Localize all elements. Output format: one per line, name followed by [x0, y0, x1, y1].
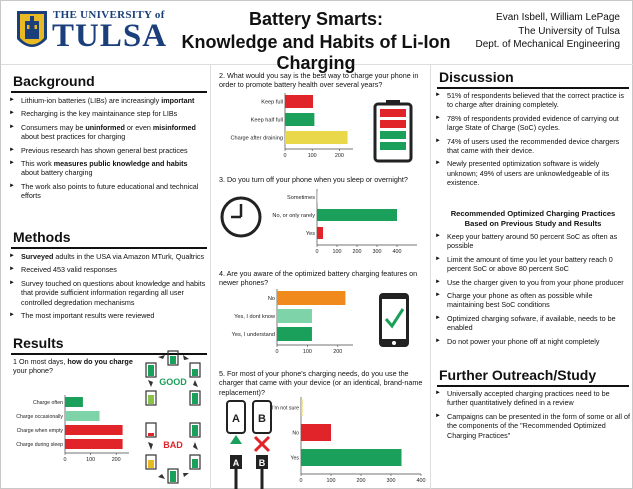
phone-check-icon: [377, 291, 411, 349]
q2-question: 2. What would you say is the best way to charge your phone in order to promote battery health over several years?: [219, 71, 419, 90]
methods-item: ► The most important results were reviewed: [9, 311, 207, 320]
q3-bar: [317, 209, 397, 221]
background-item: ► Consumers may be uninformed or even misinformed about best practices for charging: [9, 123, 207, 142]
q4-bar: [277, 291, 345, 305]
plug-b-label: B: [258, 458, 266, 468]
recommended-item: ► Do not power your phone off at night completely: [435, 337, 631, 346]
q2-bar: [285, 95, 313, 108]
q4-tick-label: 200: [333, 349, 343, 355]
q4-category-label: No: [267, 296, 275, 302]
logo-tulsa-line: TULSA: [52, 18, 168, 54]
q1-bar: [65, 411, 100, 421]
q3-tick-label: 400: [392, 249, 402, 255]
q5-bar: [301, 449, 402, 466]
q1-category-label: Charge when empty: [16, 427, 63, 434]
background-rule: [11, 91, 207, 93]
poster-title: Battery Smarts:: [248, 9, 384, 29]
q1-tick-label: 100: [86, 457, 96, 463]
q5-question: 5. For most of your phone's charging needs, do you use the charger that came with your device (or an identical, brand-name replacement)?: [219, 369, 423, 397]
left-column: [1, 65, 211, 489]
poster-subtitle: Knowledge and Habits of Li-Ion Charging: [181, 32, 451, 73]
outreach-rule: [437, 385, 629, 387]
q1-chart: [3, 389, 139, 489]
q3-chart: [261, 187, 429, 261]
q5-tick-label: 200: [356, 478, 366, 484]
q4-chart: [213, 287, 363, 365]
outreach-item: ► Universally accepted charging practices need to be further quantitatively defined in a review: [435, 389, 631, 408]
q5-tick-label: 300: [386, 478, 396, 484]
q4-tick-label: 100: [302, 349, 312, 355]
recommended-title-line1: Recommended Optimized Charging Practices: [450, 209, 616, 218]
good-label: GOOD: [159, 377, 187, 387]
methods-title: Methods: [13, 229, 71, 245]
authors-department: Dept. of Mechanical Engineering: [475, 39, 620, 50]
q4-category-label: Yes, I understand: [231, 332, 275, 338]
q2-category-label: Charge after draining: [230, 135, 283, 142]
q3-tick-label: 300: [372, 249, 382, 255]
q3-question: 3. Do you turn off your phone when you sleep or overnight?: [219, 175, 408, 184]
methods-item: ► Survey touched on questions about knowledge and habits that provide sufficient information regarding all user controlled degredation mechanisms: [9, 279, 207, 307]
q1-tick-label: 0: [63, 457, 67, 463]
battery-cycle-illustration: [138, 347, 210, 487]
discussion-item: ► 51% of respondents believed that the correct practice is to charge after draining completely.: [435, 91, 631, 110]
header: [1, 1, 633, 73]
results-title: Results: [13, 335, 64, 351]
bad-label: BAD: [163, 440, 183, 450]
q5-bar: [301, 399, 303, 416]
background-item: ► This work measures public knowledge and habits about battery charging: [9, 159, 207, 178]
battery-level-icon: [373, 99, 413, 163]
q4-bar: [277, 327, 312, 341]
clock-icon: [219, 195, 263, 239]
q1-category-label: Charge during sleep: [16, 441, 63, 448]
q4-category-label: Yes, I dont know: [234, 314, 275, 320]
outreach-list: [435, 389, 631, 444]
background-item: ► Previous research has shown general best practices: [9, 146, 207, 155]
university-seal-icon: [15, 9, 49, 55]
q5-chart: [267, 395, 429, 487]
recommended-item: ► Optimized charging sofware, if available, needs to be enabled: [435, 314, 631, 333]
q2-chart: [213, 91, 363, 177]
q1-bar: [65, 439, 123, 449]
discussion-item: ► Newly presented optimization software is widely unknown; 49% of users are unknowledgeable of its existence.: [435, 159, 631, 187]
q5-category-label: Yes: [290, 455, 299, 462]
recommended-title-line2: Based on Previous Study and Results: [464, 219, 602, 228]
q2-tick-label: 100: [307, 153, 317, 159]
methods-item: ► Received 453 valid responses: [9, 265, 207, 274]
outreach-title: Further Outreach/Study: [439, 367, 597, 383]
methods-rule: [11, 247, 207, 249]
q3-tick-label: 200: [352, 249, 362, 255]
q1-bar: [65, 425, 123, 435]
q1-category-label: Charge occasionally: [16, 413, 63, 420]
middle-column: [211, 65, 431, 489]
q2-category-label: Keep half full: [250, 117, 283, 124]
authors-block: [475, 11, 620, 52]
background-item: ► Recharging is the key maintainance step for LIBs: [9, 109, 207, 118]
q2-tick-label: 200: [334, 153, 344, 159]
recommended-item: ► Use the charger given to you from your phone producer: [435, 278, 631, 287]
authors-names: Evan Isbell, William LePage: [496, 12, 620, 23]
logo-university-line: THE UNIVERSITY of: [53, 9, 165, 21]
discussion-item: ► 74% of users used the recommended device chargers that came with their device.: [435, 137, 631, 156]
q5-tick-label: 400: [416, 478, 426, 484]
q2-bar: [285, 131, 348, 144]
authors-university: The University of Tulsa: [518, 25, 620, 37]
q3-tick-label: 100: [332, 249, 342, 255]
q1-tick-label: 200: [111, 457, 121, 463]
q3-category-label: Sometimes: [287, 195, 315, 201]
q3-bar: [317, 191, 318, 203]
q5-category-label: No: [292, 430, 299, 437]
background-list: [9, 96, 207, 205]
q5-tick-label: 100: [326, 478, 336, 484]
recommended-title: [435, 209, 631, 229]
background-item: ► Lithium-ion batteries (LIBs) are increasingly important: [9, 96, 207, 105]
outreach-item: ► Campaigns can be presented in the form of some or all of the components of the "Recommended Optimized Charging Practices": [435, 412, 631, 440]
q1-bar: [65, 397, 83, 407]
q3-bar: [317, 227, 323, 239]
q2-tick-label: 0: [283, 153, 287, 159]
q5-category-label: I'm not sure: [272, 405, 299, 412]
recommended-item: ► Keep your battery around 50 percent SoC as often as possible: [435, 232, 631, 251]
background-title: Background: [13, 73, 95, 89]
charger-a-label: A: [232, 413, 240, 425]
q1-category-label: Charge often: [33, 399, 63, 406]
discussion-item: ► 78% of respondents provided evidence of carrying out large State of Charge (SoC) cycles.: [435, 114, 631, 133]
background-item: ► The work also points to future educational and technical efforts: [9, 182, 207, 201]
recommended-list: [435, 232, 631, 350]
q2-bar: [285, 113, 314, 126]
methods-list: [9, 252, 207, 324]
methods-item: ► Surveyed adults in the USA via Amazon MTurk, Qualtrics: [9, 252, 207, 261]
q5-bar: [301, 424, 331, 441]
q2-category-label: Keep full: [261, 99, 283, 106]
discussion-title: Discussion: [439, 69, 514, 85]
recommended-item: ► Charge your phone as often as possible while maintaining best SoC conditions: [435, 291, 631, 310]
plug-a-label: A: [232, 458, 240, 468]
q4-tick-label: 0: [275, 349, 279, 355]
q5-tick-label: 0: [299, 478, 303, 484]
q4-question: 4. Are you aware of the optimized battery charging features on newer phones?: [219, 269, 418, 288]
battery-icon-red: [146, 423, 200, 483]
discussion-list: [435, 91, 631, 192]
q3-category-label: Yes: [305, 231, 315, 237]
q1-question: 1 On most days, how do you charge your phone?: [13, 357, 133, 376]
discussion-rule: [437, 87, 629, 89]
q3-tick-label: 0: [315, 249, 319, 255]
q4-bar: [277, 309, 312, 323]
recommended-item: ► Limit the amount of time you let your battery reach 0 percent SoC or above 80 percent SoC: [435, 255, 631, 274]
q3-category-label: No, or only rarely: [272, 213, 315, 219]
right-column: [431, 65, 633, 489]
charger-b-label: B: [258, 413, 266, 425]
